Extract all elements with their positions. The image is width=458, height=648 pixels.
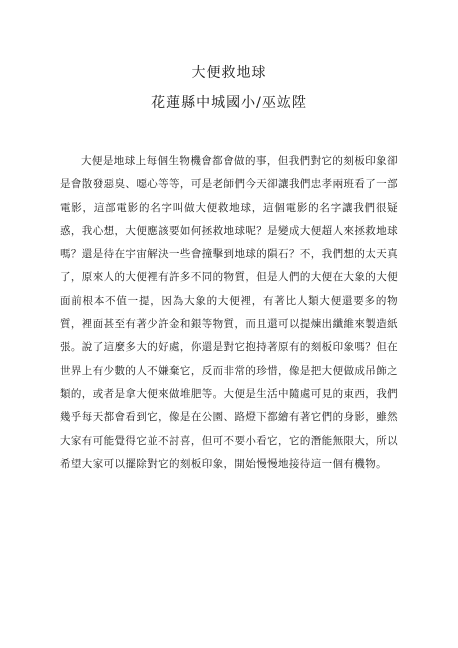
author-byline: 花蓮縣中城國小/巫竑陞 — [151, 95, 307, 111]
document-title: 大便救地球 — [191, 65, 267, 81]
essay-paragraph: 大便是地球上每個生物機會都會做的事，但我們對它的刻板印象卻是會散發惡臭、噁心等等，可是老師們今天卻讓我們忠孝兩班看了一部電影，這部電影的名字叫做大便救地球，這個電影的名字讓我們很疑惑，我心想，大便應該要如何拯救地球呢？是變成大便超人來拯救地球嗎？還是待在宇宙解決一些會撞擊到地球的隕石？不，我們想的太天真了，原來人的大便裡有許多不同的物質，但是人們的大便在大象的大便面前根本不值一提，因為大象的大便裡，有著比人類大便還要多的物質，裡面甚至有著少許金和銀等物質，而且還可以提煉出纖維來製造紙張。說了這麼多大的好處，你還是對它抱持著原有的刻板印象嗎？但在世界上有少數的人不嫌棄它，反而非常的珍惜，像是把大便做成吊飾之類的，或者是拿大便來做堆肥等。大便是生活中隨處可見的東西，我們幾乎每天都會看到它，像是在公園、路燈下都繪有著它們的身影，雖然大家有可能覺得它並不討喜，但可不要小看它，它的潛能無限大，所以希望大家可以擺除對它的刻板印象，開始慢慢地接待這一個有機物。 — [60, 155, 398, 470]
